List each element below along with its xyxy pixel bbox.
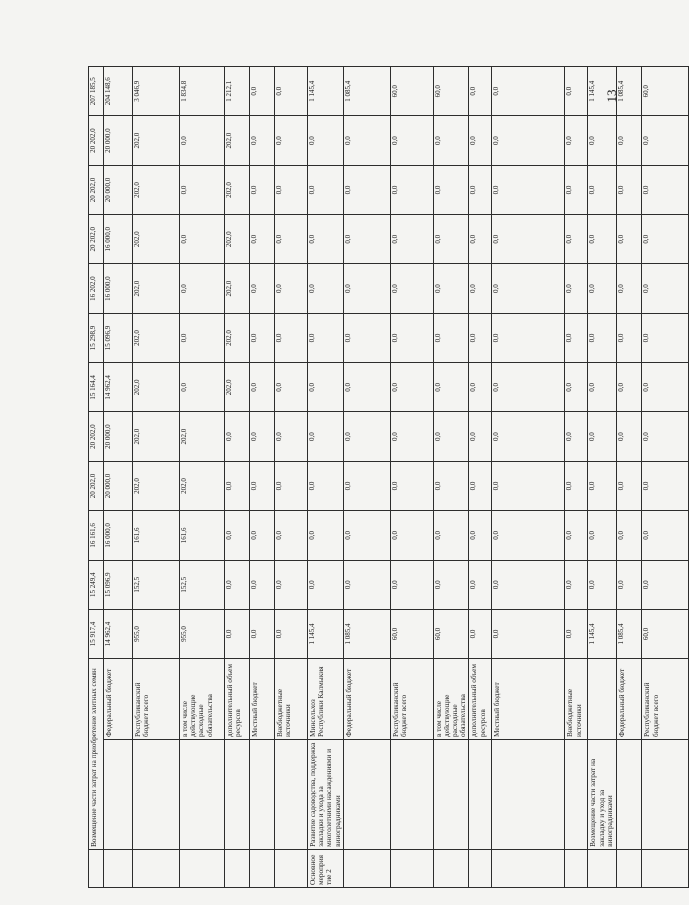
amount-cell: 161,6 <box>180 511 225 560</box>
amount-cell: 60,0 <box>390 609 433 658</box>
amount-cell: 0,0 <box>275 363 308 412</box>
amount-cell: 0,0 <box>308 215 344 264</box>
amount-cell: 1 085,4 <box>617 609 642 658</box>
event-name-cell <box>275 739 308 849</box>
amount-cell: 0,0 <box>225 560 250 609</box>
amount-cell: 0,0 <box>308 264 344 313</box>
amount-cell: 0,0 <box>588 116 617 165</box>
event-code-cell <box>104 849 133 887</box>
event-name-cell <box>180 739 225 849</box>
table-row <box>492 67 565 888</box>
amount-cell: 202,0 <box>133 165 180 214</box>
amount-cell: 202,0 <box>225 116 250 165</box>
header-value: 20 202,0 <box>89 461 104 510</box>
amount-cell: 0,0 <box>250 363 275 412</box>
amount-cell: 1 085,4 <box>617 67 642 116</box>
header-value: 16 161,6 <box>89 511 104 560</box>
amount-cell: 0,0 <box>343 264 390 313</box>
amount-cell: 152,5 <box>133 560 180 609</box>
table-row <box>565 67 588 888</box>
amount-cell: 16 000,0 <box>104 215 133 264</box>
amount-cell: 0,0 <box>565 264 588 313</box>
amount-cell: 0,0 <box>390 215 433 264</box>
amount-cell: 202,0 <box>133 412 180 461</box>
header-row <box>89 67 104 888</box>
amount-cell: 0,0 <box>492 215 565 264</box>
amount-cell: 0,0 <box>469 461 492 510</box>
amount-cell: 0,0 <box>492 560 565 609</box>
event-name-cell <box>565 739 588 849</box>
amount-cell: 0,0 <box>343 165 390 214</box>
funding-source-cell: Местный бюджет <box>492 659 565 740</box>
amount-cell: 0,0 <box>469 215 492 264</box>
amount-cell: 0,0 <box>250 511 275 560</box>
funding-source-cell: Федеральный бюджет <box>343 659 390 740</box>
table-row <box>225 67 250 888</box>
amount-cell: 0,0 <box>588 412 617 461</box>
amount-cell: 0,0 <box>469 165 492 214</box>
header-empty-cell <box>89 849 104 887</box>
table-row <box>308 67 344 888</box>
event-name-cell <box>469 739 492 849</box>
amount-cell: 60,0 <box>390 67 433 116</box>
event-name-cell <box>617 739 642 849</box>
funding-source-cell: дополнительный объем ресурсов <box>469 659 492 740</box>
amount-cell: 202,0 <box>180 461 225 510</box>
funding-source-cell: Республиканский бюджет всего <box>390 659 433 740</box>
amount-cell: 0,0 <box>642 461 689 510</box>
event-name-cell <box>104 739 133 849</box>
amount-cell: 0,0 <box>588 264 617 313</box>
amount-cell: 0,0 <box>588 215 617 264</box>
amount-cell: 0,0 <box>225 609 250 658</box>
amount-cell: 60,0 <box>642 609 689 658</box>
amount-cell: 0,0 <box>308 165 344 214</box>
amount-cell: 0,0 <box>588 363 617 412</box>
amount-cell: 0,0 <box>390 511 433 560</box>
amount-cell: 0,0 <box>617 215 642 264</box>
event-name-cell <box>250 739 275 849</box>
amount-cell: 0,0 <box>642 116 689 165</box>
event-name-cell: Возмещение части затрат на закладку и уход за виноградниками <box>588 739 617 849</box>
amount-cell: 16 000,0 <box>104 511 133 560</box>
amount-cell: 0,0 <box>390 313 433 362</box>
amount-cell: 0,0 <box>617 116 642 165</box>
amount-cell: 0,0 <box>642 165 689 214</box>
amount-cell: 0,0 <box>275 67 308 116</box>
amount-cell: 0,0 <box>642 560 689 609</box>
amount-cell: 0,0 <box>275 215 308 264</box>
amount-cell: 0,0 <box>180 363 225 412</box>
amount-cell: 0,0 <box>180 165 225 214</box>
amount-cell: 1 085,4 <box>343 67 390 116</box>
amount-cell: 0,0 <box>308 560 344 609</box>
amount-cell: 20 000,0 <box>104 165 133 214</box>
event-name-cell <box>133 739 180 849</box>
amount-cell: 0,0 <box>275 165 308 214</box>
amount-cell: 0,0 <box>433 461 469 510</box>
amount-cell: 60,0 <box>642 67 689 116</box>
event-name-cell <box>225 739 250 849</box>
funding-source-cell: Внебюджетные источники <box>275 659 308 740</box>
amount-cell: 0,0 <box>565 165 588 214</box>
amount-cell: 0,0 <box>433 412 469 461</box>
amount-cell: 1 145,4 <box>588 67 617 116</box>
amount-cell: 3 046,9 <box>133 67 180 116</box>
amount-cell: 0,0 <box>225 461 250 510</box>
amount-cell: 202,0 <box>225 215 250 264</box>
header-title-cell: Возмещение части затрат на приобретение элитных семян <box>89 659 104 850</box>
amount-cell: 20 000,0 <box>104 116 133 165</box>
amount-cell: 0,0 <box>565 116 588 165</box>
table-row <box>133 67 180 888</box>
amount-cell: 0,0 <box>275 609 308 658</box>
page-number: 13 <box>604 89 619 103</box>
amount-cell: 0,0 <box>275 511 308 560</box>
event-code-cell <box>492 849 565 887</box>
amount-cell: 202,0 <box>180 412 225 461</box>
amount-cell: 0,0 <box>180 264 225 313</box>
amount-cell: 0,0 <box>308 461 344 510</box>
amount-cell: 0,0 <box>492 313 565 362</box>
amount-cell: 0,0 <box>275 116 308 165</box>
event-code-cell <box>588 849 617 887</box>
amount-cell: 0,0 <box>492 264 565 313</box>
amount-cell: 202,0 <box>133 215 180 264</box>
amount-cell: 0,0 <box>492 412 565 461</box>
amount-cell: 152,5 <box>180 560 225 609</box>
amount-cell: 1 145,4 <box>588 609 617 658</box>
amount-cell: 0,0 <box>225 412 250 461</box>
amount-cell: 0,0 <box>250 165 275 214</box>
amount-cell: 0,0 <box>250 313 275 362</box>
header-value: 20 202,0 <box>89 116 104 165</box>
amount-cell: 0,0 <box>492 511 565 560</box>
amount-cell: 0,0 <box>565 412 588 461</box>
table-row <box>617 67 642 888</box>
amount-cell: 0,0 <box>588 461 617 510</box>
amount-cell: 0,0 <box>617 165 642 214</box>
budget-table <box>88 66 689 888</box>
funding-source-cell: Республиканский бюджет всего <box>642 659 689 740</box>
amount-cell: 0,0 <box>390 412 433 461</box>
amount-cell: 1 212,1 <box>225 67 250 116</box>
table-row <box>180 67 225 888</box>
amount-cell: 202,0 <box>133 461 180 510</box>
amount-cell: 16 000,0 <box>104 264 133 313</box>
amount-cell: 0,0 <box>343 215 390 264</box>
amount-cell: 0,0 <box>390 165 433 214</box>
amount-cell: 0,0 <box>617 363 642 412</box>
amount-cell: 202,0 <box>133 313 180 362</box>
amount-cell: 0,0 <box>308 412 344 461</box>
table-row <box>275 67 308 888</box>
amount-cell: 1 085,4 <box>343 609 390 658</box>
amount-cell: 0,0 <box>469 363 492 412</box>
amount-cell: 0,0 <box>343 412 390 461</box>
header-value: 20 202,0 <box>89 165 104 214</box>
amount-cell: 0,0 <box>180 215 225 264</box>
amount-cell: 0,0 <box>433 313 469 362</box>
table-row <box>390 67 433 888</box>
amount-cell: 0,0 <box>588 560 617 609</box>
amount-cell: 0,0 <box>565 511 588 560</box>
amount-cell: 0,0 <box>180 116 225 165</box>
amount-cell: 14 962,4 <box>104 609 133 658</box>
event-code-cell <box>565 849 588 887</box>
amount-cell: 0,0 <box>617 313 642 362</box>
event-code-cell <box>433 849 469 887</box>
event-name-cell <box>343 739 390 849</box>
amount-cell: 0,0 <box>492 116 565 165</box>
amount-cell: 0,0 <box>642 264 689 313</box>
amount-cell: 20 000,0 <box>104 461 133 510</box>
amount-cell: 0,0 <box>275 560 308 609</box>
amount-cell: 14 962,4 <box>104 363 133 412</box>
amount-cell: 0,0 <box>492 67 565 116</box>
table-row <box>642 67 689 888</box>
amount-cell: 955,0 <box>180 609 225 658</box>
amount-cell: 0,0 <box>642 511 689 560</box>
amount-cell: 0,0 <box>390 461 433 510</box>
event-code-cell <box>133 849 180 887</box>
amount-cell: 0,0 <box>565 215 588 264</box>
event-name-cell <box>492 739 565 849</box>
amount-cell: 0,0 <box>433 511 469 560</box>
amount-cell: 0,0 <box>343 560 390 609</box>
amount-cell: 0,0 <box>565 363 588 412</box>
amount-cell: 0,0 <box>433 363 469 412</box>
amount-cell: 20 000,0 <box>104 412 133 461</box>
header-value: 15 164,4 <box>89 363 104 412</box>
event-code-cell <box>617 849 642 887</box>
amount-cell: 0,0 <box>250 412 275 461</box>
amount-cell: 0,0 <box>617 560 642 609</box>
amount-cell: 0,0 <box>343 461 390 510</box>
amount-cell: 0,0 <box>390 116 433 165</box>
amount-cell: 0,0 <box>343 313 390 362</box>
event-name-cell <box>390 739 433 849</box>
amount-cell: 204 148,6 <box>104 67 133 116</box>
funding-source-cell: Местный бюджет <box>250 659 275 740</box>
funding-source-cell: Минсельхоз Республики Калмыкия <box>308 659 344 740</box>
amount-cell: 0,0 <box>308 363 344 412</box>
amount-cell: 0,0 <box>250 461 275 510</box>
amount-cell: 0,0 <box>588 511 617 560</box>
amount-cell: 0,0 <box>588 313 617 362</box>
amount-cell: 0,0 <box>308 511 344 560</box>
event-code-cell <box>180 849 225 887</box>
funding-source-cell: дополнительный объем ресурсов <box>225 659 250 740</box>
funding-source-cell: Федеральный бюджет <box>617 659 642 740</box>
amount-cell: 955,0 <box>133 609 180 658</box>
event-code-cell <box>250 849 275 887</box>
amount-cell: 0,0 <box>565 560 588 609</box>
amount-cell: 0,0 <box>469 511 492 560</box>
amount-cell: 0,0 <box>250 215 275 264</box>
amount-cell: 202,0 <box>133 116 180 165</box>
amount-cell: 0,0 <box>390 560 433 609</box>
amount-cell: 60,0 <box>433 609 469 658</box>
amount-cell: 0,0 <box>492 461 565 510</box>
amount-cell: 0,0 <box>275 264 308 313</box>
table-row <box>104 67 133 888</box>
header-value: 20 202,0 <box>89 215 104 264</box>
amount-cell: 0,0 <box>275 313 308 362</box>
header-value: 20 202,0 <box>89 412 104 461</box>
amount-cell: 0,0 <box>617 511 642 560</box>
amount-cell: 0,0 <box>469 560 492 609</box>
amount-cell: 0,0 <box>492 609 565 658</box>
amount-cell: 202,0 <box>133 363 180 412</box>
table-row <box>250 67 275 888</box>
amount-cell: 202,0 <box>225 363 250 412</box>
amount-cell: 0,0 <box>469 116 492 165</box>
amount-cell: 0,0 <box>250 609 275 658</box>
table-row <box>588 67 617 888</box>
header-value: 15 298,9 <box>89 313 104 362</box>
amount-cell: 0,0 <box>588 165 617 214</box>
event-code-cell <box>469 849 492 887</box>
header-value: 15 249,4 <box>89 560 104 609</box>
amount-cell: 0,0 <box>565 461 588 510</box>
amount-cell: 0,0 <box>642 215 689 264</box>
amount-cell: 0,0 <box>343 116 390 165</box>
amount-cell: 0,0 <box>469 264 492 313</box>
funding-source-cell: Республиканский бюджет всего <box>133 659 180 740</box>
amount-cell: 0,0 <box>565 313 588 362</box>
amount-cell: 1 145,4 <box>308 67 344 116</box>
amount-cell: 0,0 <box>390 363 433 412</box>
amount-cell: 0,0 <box>275 461 308 510</box>
amount-cell: 0,0 <box>469 609 492 658</box>
amount-cell: 0,0 <box>390 264 433 313</box>
event-code-cell <box>343 849 390 887</box>
funding-source-cell <box>588 659 617 740</box>
funding-source-cell: в том числе действующие расходные обязательства <box>180 659 225 740</box>
amount-cell: 202,0 <box>225 313 250 362</box>
amount-cell: 0,0 <box>492 363 565 412</box>
amount-cell: 0,0 <box>565 609 588 658</box>
amount-cell: 15 096,9 <box>104 313 133 362</box>
amount-cell: 0,0 <box>433 165 469 214</box>
event-name-cell <box>642 739 689 849</box>
event-name-cell: Развитие садоводства, поддержка закладки и ухода за многолетними насаждениями и виноградниками <box>308 739 344 849</box>
event-code-cell <box>642 849 689 887</box>
amount-cell: 202,0 <box>225 264 250 313</box>
amount-cell: 1 145,4 <box>308 609 344 658</box>
amount-cell: 0,0 <box>250 67 275 116</box>
amount-cell: 0,0 <box>275 412 308 461</box>
header-value: 16 202,0 <box>89 264 104 313</box>
amount-cell: 0,0 <box>250 560 275 609</box>
amount-cell: 0,0 <box>343 511 390 560</box>
event-name-cell <box>433 739 469 849</box>
amount-cell: 0,0 <box>433 116 469 165</box>
amount-cell: 1 834,8 <box>180 67 225 116</box>
amount-cell: 0,0 <box>642 412 689 461</box>
amount-cell: 0,0 <box>225 511 250 560</box>
table-row <box>433 67 469 888</box>
amount-cell: 0,0 <box>642 363 689 412</box>
amount-cell: 0,0 <box>250 116 275 165</box>
amount-cell: 0,0 <box>469 412 492 461</box>
amount-cell: 0,0 <box>433 215 469 264</box>
amount-cell: 60,0 <box>433 67 469 116</box>
amount-cell: 161,6 <box>133 511 180 560</box>
funding-source-cell: в том числе действующие расходные обязательства <box>433 659 469 740</box>
event-code-cell <box>225 849 250 887</box>
amount-cell: 202,0 <box>133 264 180 313</box>
amount-cell: 202,0 <box>225 165 250 214</box>
amount-cell: 0,0 <box>308 116 344 165</box>
amount-cell: 0,0 <box>617 412 642 461</box>
event-code-cell: Основное мероприятие 2 <box>308 849 344 887</box>
amount-cell: 0,0 <box>433 264 469 313</box>
table-row <box>469 67 492 888</box>
amount-cell: 15 096,9 <box>104 560 133 609</box>
amount-cell: 0,0 <box>492 165 565 214</box>
funding-source-cell: Внебюджетные источники <box>565 659 588 740</box>
amount-cell: 0,0 <box>469 313 492 362</box>
event-code-cell <box>390 849 433 887</box>
amount-cell: 0,0 <box>469 67 492 116</box>
table-row <box>343 67 390 888</box>
amount-cell: 0,0 <box>617 264 642 313</box>
amount-cell: 0,0 <box>433 560 469 609</box>
amount-cell: 0,0 <box>343 363 390 412</box>
amount-cell: 0,0 <box>180 313 225 362</box>
funding-source-cell: Федеральный бюджет <box>104 659 133 740</box>
amount-cell: 0,0 <box>308 313 344 362</box>
header-value: 207 185,5 <box>89 67 104 116</box>
amount-cell: 0,0 <box>642 313 689 362</box>
amount-cell: 0,0 <box>617 461 642 510</box>
event-code-cell <box>275 849 308 887</box>
amount-cell: 0,0 <box>565 67 588 116</box>
header-value: 15 917,4 <box>89 609 104 658</box>
amount-cell: 0,0 <box>250 264 275 313</box>
